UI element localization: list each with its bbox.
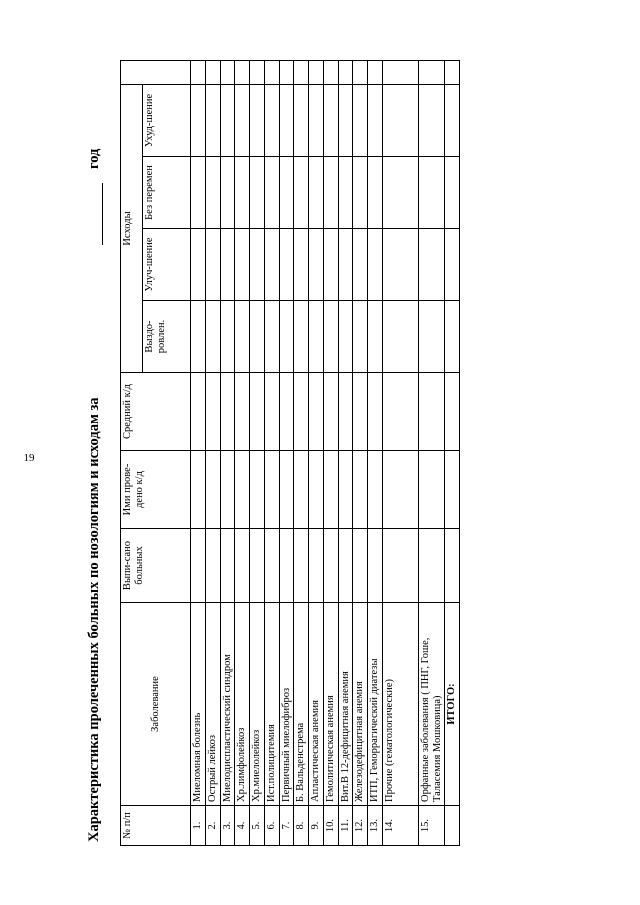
total-label: ИТОГО:	[445, 603, 460, 806]
rotated-page-content	[80, 61, 465, 846]
row-num: 15.	[418, 806, 445, 846]
row-num: 2.	[205, 806, 220, 846]
row-disease: Апластическая анемия	[309, 603, 324, 806]
header-num: № п/п	[121, 806, 191, 846]
header-improved: Улуч-шение	[143, 229, 191, 301]
row-num: 8.	[294, 806, 309, 846]
row-disease: Вит.В 12-дефицитная анемия	[338, 603, 353, 806]
title-main: Характеристика пролеченных больных по нозологиям и исходам за	[86, 397, 102, 842]
row-disease: Гемолитическая анемия	[323, 603, 338, 806]
row-disease: Хр.миелолейкоз	[250, 603, 265, 806]
row-num: 1.	[191, 806, 206, 846]
row-disease: Б. Вальденстрема	[294, 603, 309, 806]
row-disease: Миеломная болезнь	[191, 603, 206, 806]
row-num: 14.	[382, 806, 418, 846]
row-num: 5.	[250, 806, 265, 846]
row-disease: Ист.полицитемия	[264, 603, 279, 806]
header-outcomes: Исходы	[121, 85, 143, 373]
row-num: 4.	[235, 806, 250, 846]
header-disease: Заболевание	[121, 603, 191, 806]
header-bed-days: Ими прове-дено к/д	[121, 451, 191, 529]
row-disease: Орфанные заболевания ( ПНГ, Гоше, Таласемия Мошковица)	[418, 603, 445, 806]
row-disease: Железодефицитная анемия	[353, 603, 368, 806]
title-suffix: год	[86, 148, 102, 169]
row-num: 3.	[220, 806, 235, 846]
header-spacer	[121, 61, 191, 85]
row-disease: Прочие (гематологические)	[382, 603, 418, 806]
row-disease: ИТП, Геморрагический диатезы	[368, 603, 383, 806]
header-avg-bed-day: Средний к/д	[121, 373, 191, 451]
row-num: 13.	[368, 806, 383, 846]
statistics-table	[120, 60, 460, 846]
page-number: 19	[23, 452, 35, 464]
header-discharged: Выпи-сано больных	[121, 529, 191, 603]
page-title	[80, 61, 112, 846]
row-disease: Первичный миелофиброз	[279, 603, 294, 806]
header-no-change: Без перемен	[143, 157, 191, 229]
header-worse: Ухуд-шение	[143, 85, 191, 157]
row-num: 9.	[309, 806, 324, 846]
header-recovered: Выздо-ровлен.	[143, 301, 191, 373]
table-body	[191, 61, 460, 846]
row-num: 7.	[279, 806, 294, 846]
row-num: 6.	[264, 806, 279, 846]
row-num: 12.	[353, 806, 368, 846]
row-num: 10.	[323, 806, 338, 846]
row-disease: Миелодиспластический синдром	[220, 603, 235, 806]
row-disease: Хр.лимфолейкоз	[235, 603, 250, 806]
row-disease: Острый лейкоз	[205, 603, 220, 806]
year-blank	[102, 183, 103, 245]
row-num: 11.	[338, 806, 353, 846]
